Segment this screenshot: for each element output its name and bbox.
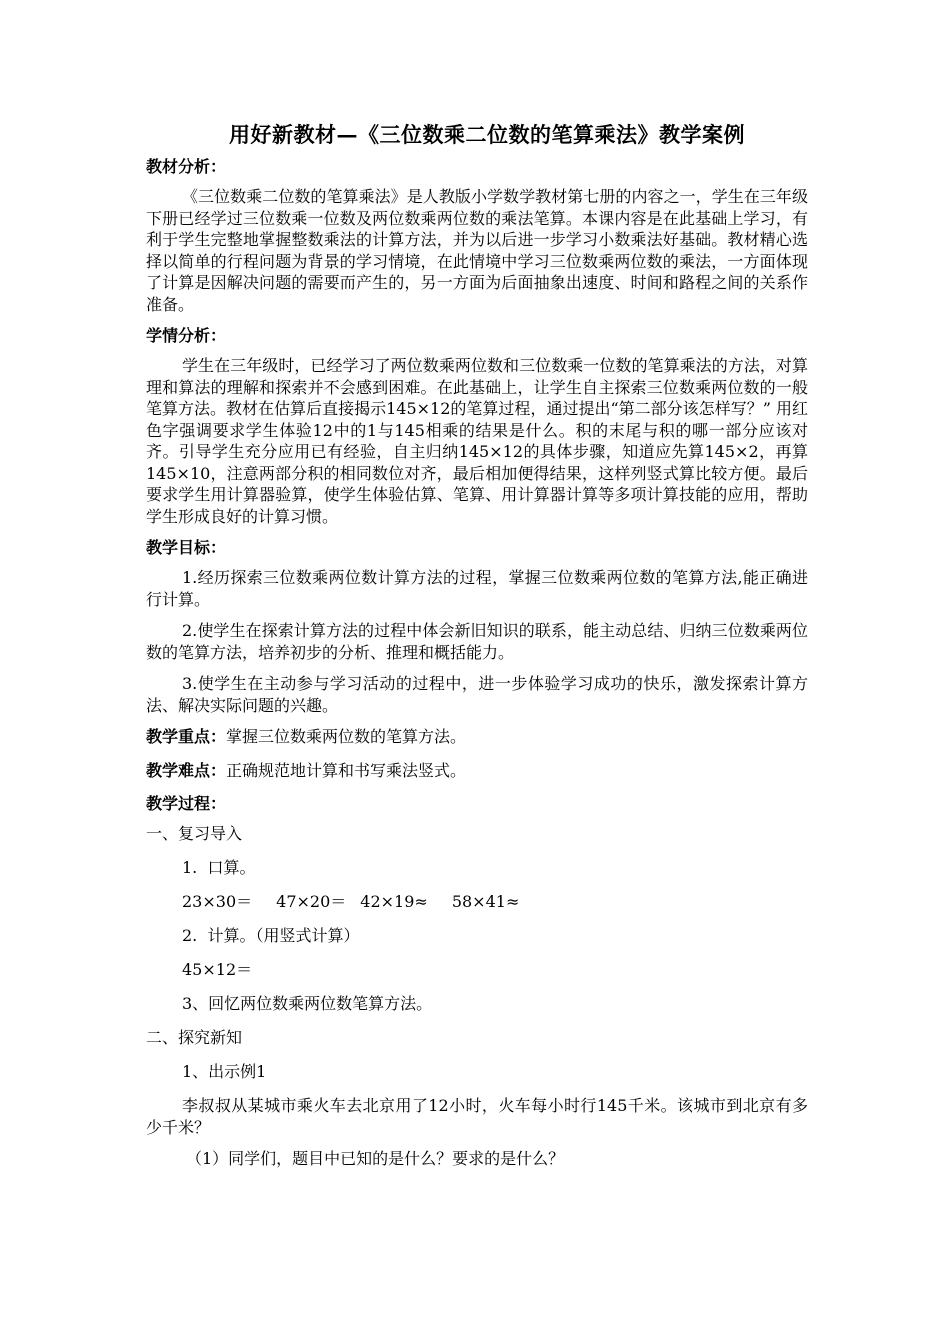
oral-calc-item: 42×19≈ xyxy=(360,892,428,911)
part-two-title: 二、探究新知 xyxy=(146,1028,243,1047)
oral-calc-label: 1. 口算。 xyxy=(182,858,256,877)
key-point-label: 教学重点： xyxy=(146,727,227,746)
material-analysis-heading: 教材分析： xyxy=(146,157,227,176)
written-calc-item: 45×12＝ xyxy=(182,960,253,979)
key-point-text: 掌握三位数乘两位数的笔算方法。 xyxy=(226,727,467,746)
difficulty-text: 正确规范地计算和书写乘法竖式。 xyxy=(226,760,467,780)
material-analysis-text: 《三位数乘二位数的笔算乘法》是人教版小学数学教材第七册的内容之一，学生在三年级下册已经学过三位数乘一位数及两位数乘两位数的乘法笔算。本课内容是在此基础上学习，有利于学生完整地掌握整数乘法的计算方法，并为以后进一步学习小数乘法好基础。教材精心选择以简单的行程问题为背景的学习情境，在此情境中学习三位数乘两位数的乘法，一方面体现了计算是因解决问题的需要而产生的，另一方面为后面抽象出速度、时间和路程之间的关系作准备。 xyxy=(146,187,808,314)
part-one-title: 一、复习导入 xyxy=(146,824,243,843)
teaching-goal-2: 2.使学生在探索计算方法的过程中体会新旧知识的联系，能主动总结、归纳三位数乘两位数的笔算方法，培养初步的分析、推理和概括能力。 xyxy=(146,621,808,662)
teaching-goals-heading: 教学目标： xyxy=(146,538,227,557)
difficulty-point xyxy=(146,760,808,782)
student-analysis-text: 学生在三年级时，已经学习了两位数乘两位数和三位数乘一位数的笔算乘法的方法，对算理和算法的理解和探索并不会感到困难。在此基础上，让学生自主探索三位数乘两位数的一般笔算方法。教材在估算后直接揭示145×12的笔算过程，通过提出“第二部分该怎样写？” 用红色字强调要求学生体验12中的1与145相乘的结果是什么。积的末尾与积的哪一部分应该对齐。引导学生充分应用已有经验，自主归纳145×12的具体步骤，知道应先算145×2，再算145×10，注意两部分积的相同数位对齐，最后相加便得结果，这样列竖式算比较方便。最后要求学生用计算器验算，使学生体验估算、笔算、用计算器计算等多项计算技能的应用，帮助学生形成良好的计算习惯。 xyxy=(146,356,808,526)
difficulty-label: 教学难点： xyxy=(146,760,227,780)
example-problem: 李叔叔从某城市乘火车去北京用了12小时，火车每小时行145千米。该城市到北京有多少千米？ xyxy=(146,1096,808,1137)
teaching-process-heading: 教学过程： xyxy=(146,794,227,813)
oral-calc-item: 58×41≈ xyxy=(451,892,520,911)
written-calc-label: 2. 计算。（用竖式计算） xyxy=(182,926,360,945)
teaching-goal-3: 3.使学生在主动参与学习活动的过程中，进一步体验学习成功的快乐，激发探索计算方法、解决实际问题的兴趣。 xyxy=(146,674,808,715)
document-title: 用好新教材—《三位数乘二位数的笔算乘法》教学案例 xyxy=(229,122,745,147)
oral-calc-item: 47×20＝ xyxy=(276,892,347,911)
oral-calc-item: 23×30＝ xyxy=(182,892,253,911)
student-analysis-heading: 学情分析： xyxy=(146,326,227,345)
document-page xyxy=(146,120,808,1182)
teaching-goal-1: 1.经历探索三位数乘两位数计算方法的过程，掌握三位数乘两位数的笔算方法,能正确进行计算。 xyxy=(146,568,808,609)
recall-method: 3、回忆两位数乘两位数笔算方法。 xyxy=(182,994,433,1013)
question-1: （1）同学们，题目中已知的是什么？要求的是什么？ xyxy=(186,1149,565,1168)
oral-calc-row xyxy=(146,891,808,913)
key-point xyxy=(146,726,808,748)
example-label: 1、出示例1 xyxy=(182,1062,267,1081)
